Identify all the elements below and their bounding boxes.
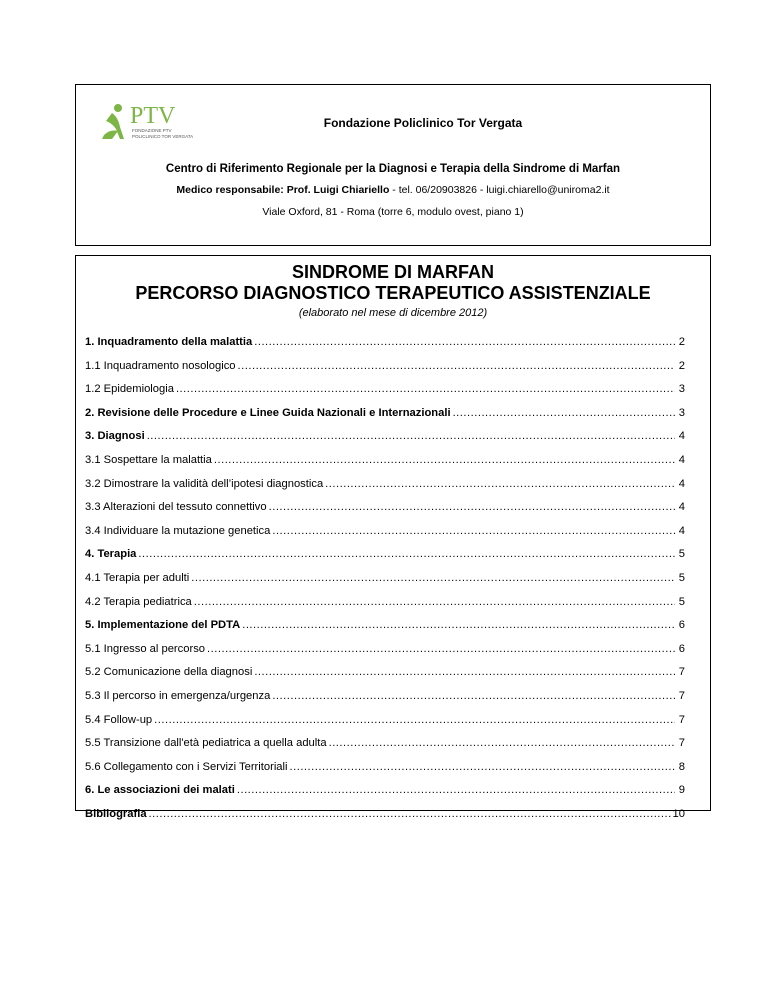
toc-entry-label: 5.3 Il percorso in emergenza/urgenza: [85, 689, 271, 702]
toc-entry[interactable]: [85, 690, 685, 714]
toc-entry[interactable]: [85, 714, 685, 738]
toc-entry[interactable]: [85, 737, 685, 761]
toc-entry-page: 4: [678, 501, 685, 514]
toc-entry-page: 6: [678, 642, 685, 655]
contact-line: [76, 184, 710, 196]
toc-entry[interactable]: [85, 572, 685, 596]
toc-entry-label: 3.2 Dimostrare la validità dell’ipotesi diagnostica: [85, 477, 324, 490]
toc-leader-dots: [238, 360, 675, 372]
toc-entry[interactable]: [85, 784, 685, 808]
toc-entry-page: 4: [678, 430, 685, 443]
toc-entry-label: 4. Terapia: [85, 548, 137, 561]
toc-leader-dots: [272, 525, 675, 537]
toc-leader-dots: [176, 383, 675, 395]
toc-leader-dots: [329, 737, 675, 749]
toc-leader-dots: [194, 596, 675, 608]
toc-entry[interactable]: [85, 643, 685, 667]
toc-entry[interactable]: [85, 430, 685, 454]
toc-entry-label: 3.4 Individuare la mutazione genetica: [85, 524, 271, 537]
toc-entry-page: 5: [678, 571, 685, 584]
toc-entry-label: 3.3 Alterazioni del tessuto connettivo: [85, 501, 267, 514]
toc-leader-dots: [254, 336, 675, 348]
toc-entry-label: 4.1 Terapia per adulti: [85, 571, 190, 584]
contact-label: Medico responsabile: Prof. Luigi Chiariello: [176, 184, 390, 196]
title-line-1: SINDROME DI MARFAN: [292, 262, 494, 282]
toc-entry-label: 1. Inquadramento della malattia: [85, 336, 253, 348]
toc-leader-dots: [191, 572, 675, 584]
toc-entry-page: 7: [678, 689, 685, 702]
toc-entry-page: 7: [678, 713, 685, 726]
toc-entry-label: 3. Diagnosi: [85, 430, 145, 443]
toc-entry-label: 5.2 Comunicazione della diagnosi: [85, 666, 253, 679]
toc-entry-page: 3: [678, 406, 685, 419]
toc-leader-dots: [242, 619, 675, 631]
toc-entry-page: 2: [678, 336, 685, 348]
toc-entry-page: 7: [678, 737, 685, 750]
toc-entry[interactable]: [85, 454, 685, 478]
toc-entry-page: 4: [678, 453, 685, 466]
toc-entry-page: 4: [678, 477, 685, 490]
toc-entry-label: 1.2 Epidemiologia: [85, 383, 174, 396]
toc-entry[interactable]: [85, 407, 685, 431]
toc-entry-page: 6: [678, 619, 685, 632]
toc-leader-dots: [290, 761, 676, 773]
toc-entry[interactable]: [85, 548, 685, 572]
toc-entry-label: 5.1 Ingresso al percorso: [85, 642, 206, 655]
toc-leader-dots: [254, 666, 675, 678]
toc-entry-label: 5.6 Collegamento con i Servizi Territoriali: [85, 760, 288, 773]
toc-entry-label: 1.1 Inquadramento nosologico: [85, 359, 236, 372]
toc-entry-label: 2. Revisione delle Procedure e Linee Guida Nazionali e Internazionali: [85, 406, 451, 419]
toc-entry-page: 5: [678, 595, 685, 608]
logo-text: PTV: [130, 103, 176, 129]
address: Viale Oxford, 81 - Roma (torre 6, modulo ovest, piano 1): [262, 206, 524, 218]
logo-subtext-1: FONDAZIONE PTV: [132, 128, 172, 133]
toc-leader-dots: [237, 784, 675, 796]
center-name: Centro di Riferimento Regionale per la Diagnosi e Terapia della Sindrome di Marfan: [165, 163, 621, 175]
toc-entry[interactable]: [85, 336, 685, 360]
toc-leader-dots: [214, 454, 675, 466]
toc-leader-dots: [149, 808, 671, 820]
toc-entry-page: 9: [678, 784, 685, 797]
toc-entry-label: 5.5 Transizione dall'età pediatrica a quella adulta: [85, 737, 327, 750]
toc-entry-label: 4.2 Terapia pediatrica: [85, 595, 192, 608]
toc-leader-dots: [207, 643, 675, 655]
toc-entry[interactable]: [85, 478, 685, 502]
toc-leader-dots: [147, 430, 675, 442]
toc-entry[interactable]: [85, 596, 685, 620]
title-line-2: PERCORSO DIAGNOSTICO TERAPEUTICO ASSISTENZIALE: [135, 283, 651, 303]
toc-entry-page: 7: [678, 666, 685, 679]
table-of-contents: [85, 336, 685, 831]
toc-leader-dots: [138, 548, 675, 560]
toc-entry[interactable]: [85, 666, 685, 690]
toc-entry[interactable]: [85, 619, 685, 643]
toc-entry-page: 5: [678, 548, 685, 561]
toc-entry[interactable]: [85, 761, 685, 785]
toc-leader-dots: [154, 714, 675, 726]
contact-details: - tel. 06/20903826 - luigi.chiarello@uniroma2.it: [389, 184, 610, 196]
toc-leader-dots: [272, 690, 675, 702]
toc-leader-dots: [453, 407, 675, 419]
toc-entry-page: 8: [678, 760, 685, 773]
logo-subtext-2: POLICLINICO TOR VERGATA: [132, 134, 194, 139]
document-title: [76, 262, 710, 304]
toc-entry[interactable]: [85, 525, 685, 549]
toc-entry-label: 6. Le associazioni dei malati: [85, 784, 235, 797]
toc-entry-page: 10: [672, 807, 685, 820]
toc-entry-label: 5.4 Follow-up: [85, 713, 153, 726]
toc-entry-page: 2: [678, 359, 685, 372]
toc-entry-label: 3.1 Sospettare la malattia: [85, 453, 212, 466]
toc-entry[interactable]: [85, 360, 685, 384]
toc-leader-dots: [269, 501, 675, 513]
toc-entry[interactable]: [85, 383, 685, 407]
organization-name: Fondazione Policlinico Tor Vergata: [323, 116, 523, 130]
toc-entry-label: Bibliografia: [85, 807, 147, 820]
toc-leader-dots: [325, 478, 675, 490]
toc-entry-page: 3: [678, 383, 685, 396]
toc-entry[interactable]: [85, 501, 685, 525]
table-of-contents-box: [75, 255, 711, 820]
document-subtitle: (elaborato nel mese di dicembre 2012): [298, 307, 488, 319]
toc-entry[interactable]: [85, 808, 685, 832]
toc-entry-page: 4: [678, 524, 685, 537]
toc-entry-label: 5. Implementazione del PDTA: [85, 619, 241, 632]
header-box: [75, 84, 711, 246]
